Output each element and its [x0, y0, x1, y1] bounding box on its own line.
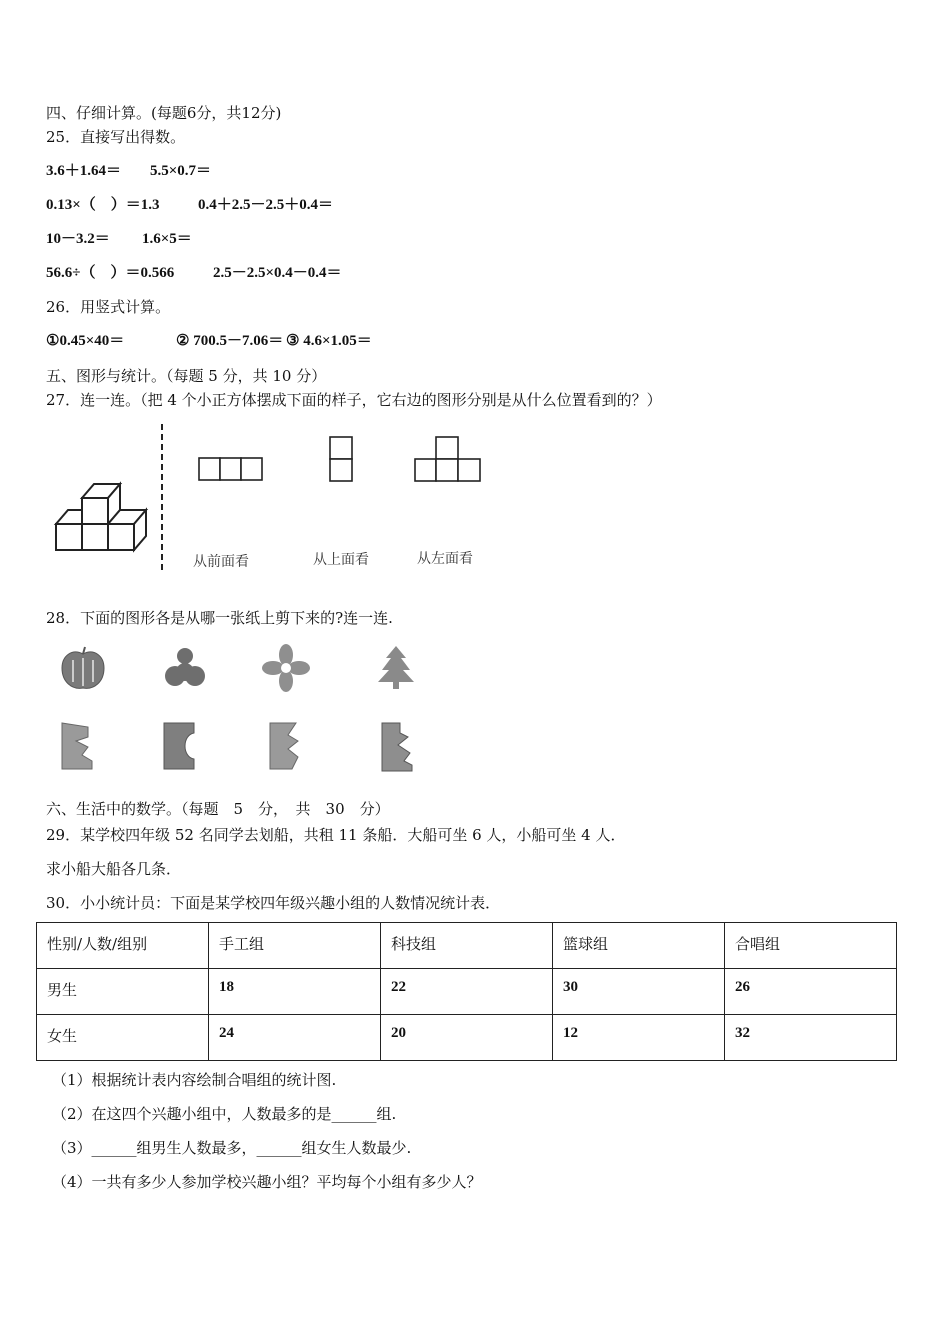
- q25-calc: 0.4＋2.5－2.5＋0.4＝: [198, 197, 334, 213]
- q27-title: 27．连一连。（把 4 个小正方体摆成下面的样子，它右边的图形分别是从什么位置看到的？）: [46, 391, 662, 409]
- q26-item: ①0.45×40＝: [46, 333, 125, 349]
- q25-calc: 10－3.2＝: [46, 231, 110, 247]
- section6-heading: 六、生活中的数学。（每题 5 分， 共 30 分）: [46, 800, 390, 818]
- q30-sub-4: （4）一共有多少人参加学校兴趣小组？平均每个小组有多少人？: [52, 1173, 482, 1191]
- apple-cutout-icon: [58, 646, 108, 692]
- table-cell: 24: [209, 1015, 381, 1061]
- caption-left-view: 从左面看: [417, 551, 473, 567]
- q28-title: 28．下面的图形各是从哪一张纸上剪下来的?连一连.: [46, 609, 393, 627]
- flower-cutout-icon: [262, 644, 310, 692]
- q25-calc: 1.6×5＝: [142, 231, 192, 247]
- q30-sub-1: （1）根据统计表内容绘制合唱组的统计图.: [52, 1071, 337, 1089]
- section5-heading: 五、图形与统计。（每题 5 分，共 10 分）: [46, 367, 327, 385]
- front-view-figure: [198, 457, 266, 483]
- q29-line1: 29．某学校四年级 52 名同学去划船，共租 11 条船．大船可坐 6 人，小船可坐 4 人．: [46, 826, 626, 844]
- table-row-label: 女生: [37, 1015, 209, 1061]
- q29-line2: 求小船大船各几条．: [46, 860, 182, 878]
- q25-calc: 5.5×0.7＝: [150, 163, 212, 179]
- table-cell: 30: [553, 969, 725, 1015]
- table-header-cell: 性别/人数/组别: [37, 923, 209, 969]
- q26-item: ③ 4.6×1.05＝: [286, 333, 372, 349]
- tree-cutout-icon: [374, 644, 418, 690]
- table-row: [37, 969, 897, 1015]
- q25-calc: 56.6÷（ ）＝0.566: [46, 265, 175, 281]
- q26-item: ② 700.5－7.06＝: [176, 333, 284, 349]
- table-cell: 22: [381, 969, 553, 1015]
- q30-title: 30．小小统计员：下面是某学校四年级兴趣小组的人数情况统计表．: [46, 894, 501, 912]
- interest-group-table: [36, 922, 897, 1061]
- q25-title: 25．直接写出得数。: [46, 128, 186, 146]
- table-header-cell: 合唱组: [725, 923, 897, 969]
- table-header-cell: 手工组: [209, 923, 381, 969]
- table-cell: 18: [209, 969, 381, 1015]
- table-cell: 32: [725, 1015, 897, 1061]
- paper-piece-b-icon: [160, 719, 200, 773]
- section4-heading: 四、仔细计算。(每题6分，共12分): [46, 104, 282, 122]
- caption-top-view: 从上面看: [313, 552, 369, 568]
- table-cell: 20: [381, 1015, 553, 1061]
- paper-piece-d-icon: [378, 719, 418, 773]
- table-header-cell: 科技组: [381, 923, 553, 969]
- table-row-label: 男生: [37, 969, 209, 1015]
- caption-front-view: 从前面看: [193, 554, 249, 570]
- dashed-divider: [158, 424, 166, 570]
- cube-stack-figure: [48, 478, 150, 554]
- paper-piece-c-icon: [266, 719, 306, 773]
- q25-calc: 3.6＋1.64＝: [46, 163, 122, 179]
- q30-sub-3: （3）______组男生人数最多，______组女生人数最少.: [52, 1139, 412, 1157]
- table-cell: 12: [553, 1015, 725, 1061]
- table-header-cell: 篮球组: [553, 923, 725, 969]
- table-header-row: [37, 923, 897, 969]
- top-view-figure: [329, 436, 355, 484]
- q30-sub-2: （2）在这四个兴趣小组中，人数最多的是______组.: [52, 1105, 397, 1123]
- q26-title: 26．用竖式计算。: [46, 298, 171, 316]
- left-view-figure: [414, 436, 484, 484]
- q25-calc: 2.5－2.5×0.4－0.4＝: [213, 265, 342, 281]
- paper-piece-a-icon: [58, 719, 98, 773]
- table-row: [37, 1015, 897, 1061]
- q25-calc: 0.13×（ ）＝1.3: [46, 197, 160, 213]
- table-cell: 26: [725, 969, 897, 1015]
- gourd-cutout-icon: [162, 644, 208, 692]
